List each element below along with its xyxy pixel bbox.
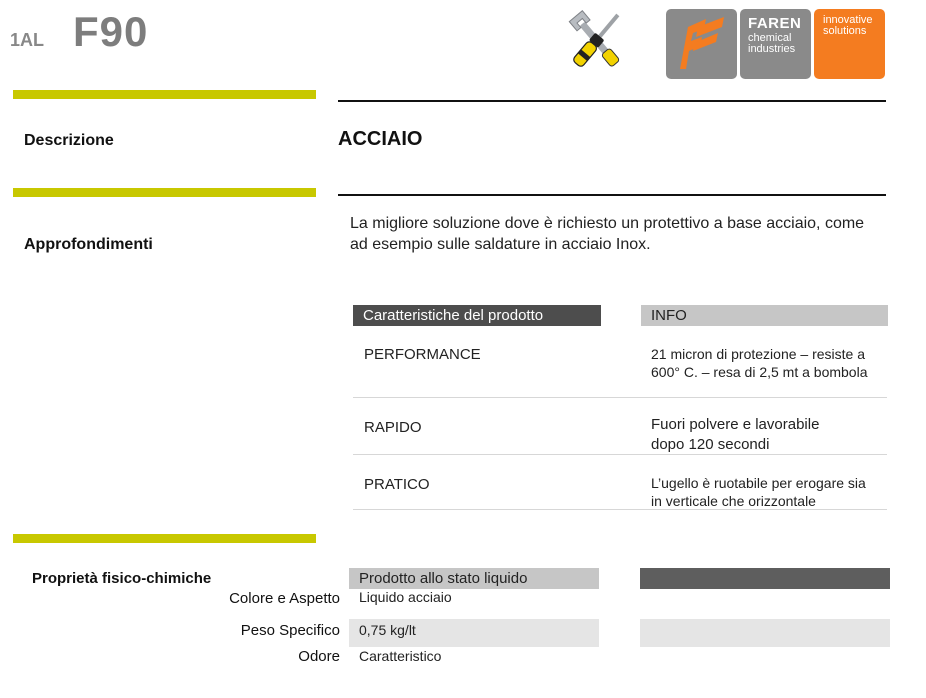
brand-line2: industries <box>748 43 796 55</box>
innovative-solutions-logo <box>814 9 885 79</box>
proprieta-header: Prodotto allo stato liquido <box>349 568 599 589</box>
property-value: Caratteristico <box>359 648 442 664</box>
row-divider <box>353 509 887 510</box>
property-label: Odore <box>298 648 340 665</box>
feature-info: L’ugello è ruotabile per erogare sia in verticale che orizzontale <box>651 475 866 509</box>
faren-brand-logo <box>740 9 811 79</box>
feature-info: 21 micron di protezione – resiste a 600° C. – resa di 2,5 mt a bombola <box>651 346 868 380</box>
feature-name: PRATICO <box>364 476 430 493</box>
descrizione-value: ACCIAIO <box>338 128 423 150</box>
feature-name: PERFORMANCE <box>364 346 481 363</box>
accent-bar <box>13 188 316 197</box>
product-code: F90 <box>73 8 149 55</box>
feature-info: Fuori polvere e lavorabile dopo 120 secondi <box>651 416 820 453</box>
info-header: INFO <box>641 305 888 326</box>
proprieta-header-dark <box>640 568 890 589</box>
approfondimenti-text: La migliore soluzione dove è richiesto un protettivo a base acciaio, come ad esempio sulle saldature in acciaio Inox. <box>350 215 865 253</box>
divider-rule <box>338 100 886 102</box>
feature-name: RAPIDO <box>364 419 422 436</box>
brand-line1: chemical <box>748 32 792 44</box>
row-divider <box>353 397 887 398</box>
product-code-prefix: 1AL <box>10 30 45 50</box>
property-value: 0,75 kg/lt <box>359 622 416 638</box>
accent-bar <box>13 534 316 543</box>
descrizione-label: Descrizione <box>24 132 114 149</box>
property-value-bg <box>640 619 890 647</box>
row-divider <box>353 454 887 455</box>
property-label: Colore e Aspetto <box>229 590 340 607</box>
divider-rule <box>338 194 886 196</box>
tagline-line2: solutions <box>823 25 867 37</box>
property-label: Peso Specifico <box>240 622 340 639</box>
tagline-line1: innovative <box>823 14 873 26</box>
faren-f-logo <box>666 9 737 79</box>
tools-icon <box>560 5 632 77</box>
brand-name: FAREN <box>748 15 802 32</box>
proprieta-label: Proprietà fisico-chimiche <box>32 570 212 587</box>
accent-bar <box>13 90 316 99</box>
property-value: Liquido acciaio <box>359 589 452 605</box>
approfondimenti-label: Approfondimenti <box>24 236 153 253</box>
caratteristiche-header: Caratteristiche del prodotto <box>353 305 601 326</box>
